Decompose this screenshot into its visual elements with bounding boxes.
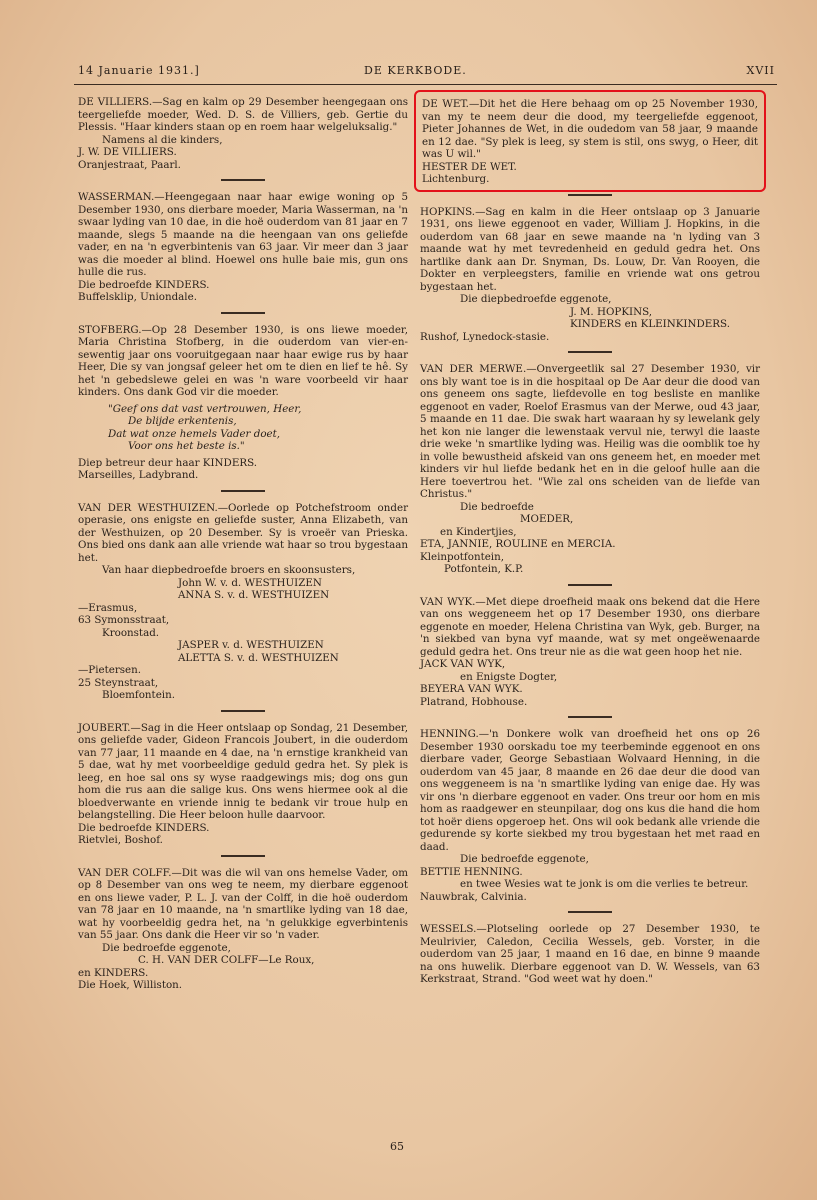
notice-stofberg	[78, 324, 408, 482]
notice-signature: en KINDERS.	[78, 966, 149, 979]
notice-line: Namens al die kinders,	[102, 133, 223, 146]
notice-place: 63 Symonsstraat,	[78, 614, 170, 626]
notice-place: Potfontein, K.P.	[444, 563, 524, 575]
notice-wasserman	[78, 191, 408, 304]
poem	[78, 403, 408, 453]
notice-signature: C. H. VAN DER COLFF—Le Roux,	[138, 954, 315, 966]
notice-text: JOUBERT.—Sag in die Heer ontslaap op Sondag, 21 Desember, ons geliefde vader, Gideon Francois Joubert, in die ouderdom van 77 jaar, 11 maande en 4 dae, na 'n ernstige krankheid van 5 dae, wat hy met voorbeeldige geduld gedra het. Sy plek is leeg, en hoe sal ons sy wyse raadgewings mis; dog ons gun hom die rus aan die salige kus. Ons wens hiermee ook al die bloedverwante en vriende innig te bedank vir troue hulp en belangstelling. Die Heer beloon hulle daarvoor.	[78, 721, 408, 821]
notice-signature: KINDERS en KLEINKINDERS.	[570, 318, 730, 330]
left-column	[78, 96, 408, 1000]
notice-line: en Enigste Dogter,	[460, 670, 558, 683]
notice-westhuizen	[78, 502, 408, 702]
separator-rule	[568, 716, 612, 718]
notice-place: Nauwbrak, Calvinia.	[420, 890, 527, 903]
notice-line: Die bedroefde eggenote,	[460, 853, 589, 865]
notice-signature: Die bedroefde KINDERS.	[78, 278, 210, 291]
notice-signature: JACK VAN WYK,	[420, 658, 506, 670]
notice-line: Die diepbedroefde eggenote,	[460, 293, 612, 305]
poem-line: Dat wat onze hemels Vader doet,	[108, 427, 281, 440]
notice-line: en twee Wesies wat te jonk is om die verlies te betreur.	[460, 878, 749, 890]
header-rule	[74, 84, 777, 85]
notice-place: Rushof, Lynedock-stasie.	[420, 330, 550, 343]
separator-rule	[568, 351, 612, 353]
notice-place: Kleinpotfontein,	[420, 550, 505, 563]
poem-line: "Geef ons dat vast vertrouwen, Heer,	[108, 402, 302, 415]
notice-text: VAN WYK.—Met diepe droefheid maak ons bekend dat die Here van ons weggeneem het op 17 Desember 1930, ons dierbare eggenote en moeder, Helena Christina van Wyk, geb. Burger, na 'n siekbed van byna vyf maande, wat sy met ongeëwenaarde geduld gedra het. Ons treur nie as die wat geen hoop het nie.	[420, 595, 760, 658]
notice-place: Marseilles, Ladybrand.	[78, 469, 199, 481]
notice-signature: HESTER DE WET.	[422, 160, 517, 173]
notice-colff	[78, 867, 408, 992]
separator-rule	[221, 855, 265, 857]
separator-rule	[221, 179, 265, 181]
notice-joubert	[78, 722, 408, 847]
notice-line: Die bedroefde	[460, 500, 534, 513]
notice-place: 25 Steynstraat,	[78, 676, 159, 689]
notice-line: en Kindertjies,	[440, 525, 517, 538]
notice-place: Bloemfontein.	[102, 689, 175, 701]
notice-signature: J. W. DE VILLIERS.	[78, 146, 177, 158]
separator-rule	[568, 584, 612, 586]
notice-signature: Diep betreur deur haar KINDERS.	[78, 456, 258, 469]
right-column	[420, 96, 760, 994]
notice-line: —Erasmus,	[78, 601, 138, 614]
poem-line: Voor ons het beste is."	[128, 440, 245, 452]
header-page-roman: XVII	[746, 64, 775, 77]
notice-text: VAN DER COLFF.—Dit was die wil van ons hemelse Vader, om op 8 Desember van ons weg te neem, my dierbare eggenoot en ons liewe vader, P. L. J. van der Colff, in die hoë ouderdom van 78 jaar en 10 maande, na 'n smartlike lyding van 18 dae, wat hy voorbeeldig gedra het, na 'n gelukkige egverbintenis van 55 jaar. Ons dank die Heer vir so 'n vader.	[78, 866, 408, 941]
notice-text: HENNING.—'n Donkere wolk van droefheid het ons op 26 Desember 1930 oorskadu toe my teerbeminde eggenoot en ons dierbare vader, George Sebastiaan Wolvaard Henning, in die ouderdom van 45 jaar, 8 maande en 26 dae deur die dood van ons weggeneem is na 'n smartlike lyding van enige dae. Hy was vir ons 'n dierbare eggenoot en vader. Ons treur oor hom en mis hom as raadgewer en steunpilaar, dog ons kus die hand die hom tot hoër diens opgeroep het. Ons wil ook bedank alle vriende die gedurende sy korte siekbed my trou bygestaan het met raad en daad.	[420, 728, 760, 853]
notice-devilliers	[78, 96, 408, 171]
notice-place: Kroonstad.	[102, 626, 160, 639]
notice-place: Platrand, Hobhouse.	[420, 695, 528, 708]
separator-rule	[221, 312, 265, 314]
notice-wessels	[420, 923, 760, 986]
notice-text: DE VILLIERS.—Sag en kalm op 29 Desember heengegaan ons teergeliefde moeder, Wed. D. S. de Villiers, geb. Gertie du Plessis. "Haar kinders staan op en roem haar welgeluksalig."	[78, 96, 408, 133]
notice-merwe	[420, 363, 760, 576]
notice-place: Buffelsklip, Uniondale.	[78, 291, 197, 303]
notice-vanwyk	[420, 596, 760, 709]
notice-text: WASSERMAN.—Heengegaan naar haar ewige woning op 5 Desember 1930, ons dierbare moeder, Maria Wasserman, na 'n swaar lyding van 10 dae, in die hoë ouderdom van 81 jaar en 7 maande, slegs 5 maande na die heengaan van ons geliefde vader, en na 'n egverbintenis van 63 jaar. Vir meer dan 3 jaar was die moeder al blind. Hoewel ons hulle baie mis, gun ons hulle die rus.	[78, 191, 408, 278]
notice-place: Oranjestraat, Paarl.	[78, 158, 181, 171]
notice-signature: ETA, JANNIE, ROULINE en MERCIA.	[420, 538, 616, 550]
notice-dewet-highlighted	[414, 90, 766, 192]
notice-signature: ANNA S. v. d. WESTHUIZEN	[178, 589, 330, 601]
notice-line: —Pietersen.	[78, 664, 142, 676]
separator-rule	[568, 194, 612, 196]
notice-line: Die bedroefde eggenote,	[102, 941, 231, 954]
notice-line: Van haar diepbedroefde broers en skoonsusters,	[102, 564, 356, 576]
notice-text: HOPKINS.—Sag en kalm in die Heer ontslaap op 3 Januarie 1931, ons liewe eggenoot en vader, William J. Hopkins, in die ouderdom van 68 jaar en sewe maande na 'n lyding van 3 maande wat hy met tevredenheid en geduld gedra het. Ons hartlike dank aan Dr. Snyman, Ds. Louw, Dr. Van Rooyen, die Dokter en verpleegsters, familie en vriende wat ons getrou bygestaan het.	[420, 205, 760, 293]
notice-signature: MOEDER,	[520, 513, 574, 525]
separator-rule	[221, 710, 265, 712]
separator-rule	[568, 911, 612, 913]
separator-rule	[221, 490, 265, 492]
notice-signature: BETTIE HENNING.	[420, 865, 523, 878]
notice-text: STOFBERG.—Op 28 Desember 1930, is ons liewe moeder, Maria Christina Stofberg, in die ouderdom van vier-en-sewentig jaar ons vooruitgegaan naar haar ewige rus by haar Heer, Die sy van jongsaf geleer het om te dien en lief te hê. Sy het 'n gebedslewe gelei en was 'n ware voorbeeld vir haar kinders. Ons dank God vir die moeder.	[78, 323, 408, 398]
notice-signature: John W. v. d. WESTHUIZEN	[178, 576, 322, 589]
notice-signature: JASPER v. d. WESTHUIZEN	[178, 639, 324, 651]
notice-text: VAN DER MERWE.—Onvergeetlik sal 27 Desember 1930, vir ons bly want toe is in die hospitaal op De Aar deur die dood van ons geneem ons sagte, liefdevolle en tog besliste en manlike eggenoot en vader, Roelof Erasmus van der Merwe, oud 43 jaar, 5 maande en 11 dae. Die swak hart waaraan hy sy lewelank gely het kon nie langer die lewenstaak vervul nie, terwyl die laaste drie weke 'n smartlike lyding was. Heilig was die oomblik toe hy in volle bewustheid afskeid van ons geneem het, en moeder met kinders vir hul liefde bedank het en in die geloof hulle aan die Here toevertrou het. "Wie zal ons scheiden van de liefde van Christus."	[420, 363, 760, 500]
notice-signature: BEYERA VAN WYK.	[420, 683, 523, 695]
notice-text: WESSELS.—Plotseling oorlede op 27 Desember 1930, te Meulrivier, Caledon, Cecilia Wessels, geb. Vorster, in die ouderdom van 25 jaar, 1 maand en 16 dae, en binne 9 maande na ons huwelik. Dierbare eggenoot van D. W. Wessels, van 63 Kerkstraat, Strand. "God weet wat hy doen."	[420, 923, 760, 985]
header-title: DE KERKBODE.	[364, 64, 467, 77]
notice-henning	[420, 728, 760, 903]
poem-line: De blijde erkentenis,	[128, 415, 237, 427]
notice-signature: Die bedroefde KINDERS.	[78, 821, 210, 834]
notice-place: Die Hoek, Williston.	[78, 979, 183, 991]
notice-place: Lichtenburg.	[422, 173, 490, 185]
notice-text: VAN DER WESTHUIZEN.—Oorlede op Potchefstroom onder operasie, ons enigste en geliefde suster, Anna Elizabeth, van der Westhuizen, op 20 Desember. Sy is vroeër van Prieska. Ons bied ons dank aan alle vriende wat haar so trou bygestaan het.	[78, 501, 408, 564]
notice-signature: J. M. HOPKINS,	[570, 305, 653, 318]
notice-hopkins	[420, 206, 760, 344]
notice-text: DE WET.—Dit het die Here behaag om op 25 November 1930, van my te neem deur die dood, my teergeliefde eggenoot, Pieter Johannes de Wet, in die oudedom van 58 jaar, 9 maande en 12 dae. "Sy plek is leeg, sy stem is stil, ons swyg, o Heer, dit was U wil."	[422, 98, 758, 160]
header-date: 14 Januarie 1931.]	[78, 64, 200, 77]
notice-place: Rietvlei, Boshof.	[78, 834, 163, 846]
notice-signature: ALETTA S. v. d. WESTHUIZEN	[178, 651, 339, 664]
running-header	[78, 64, 775, 84]
page-number: 65	[390, 1140, 404, 1153]
